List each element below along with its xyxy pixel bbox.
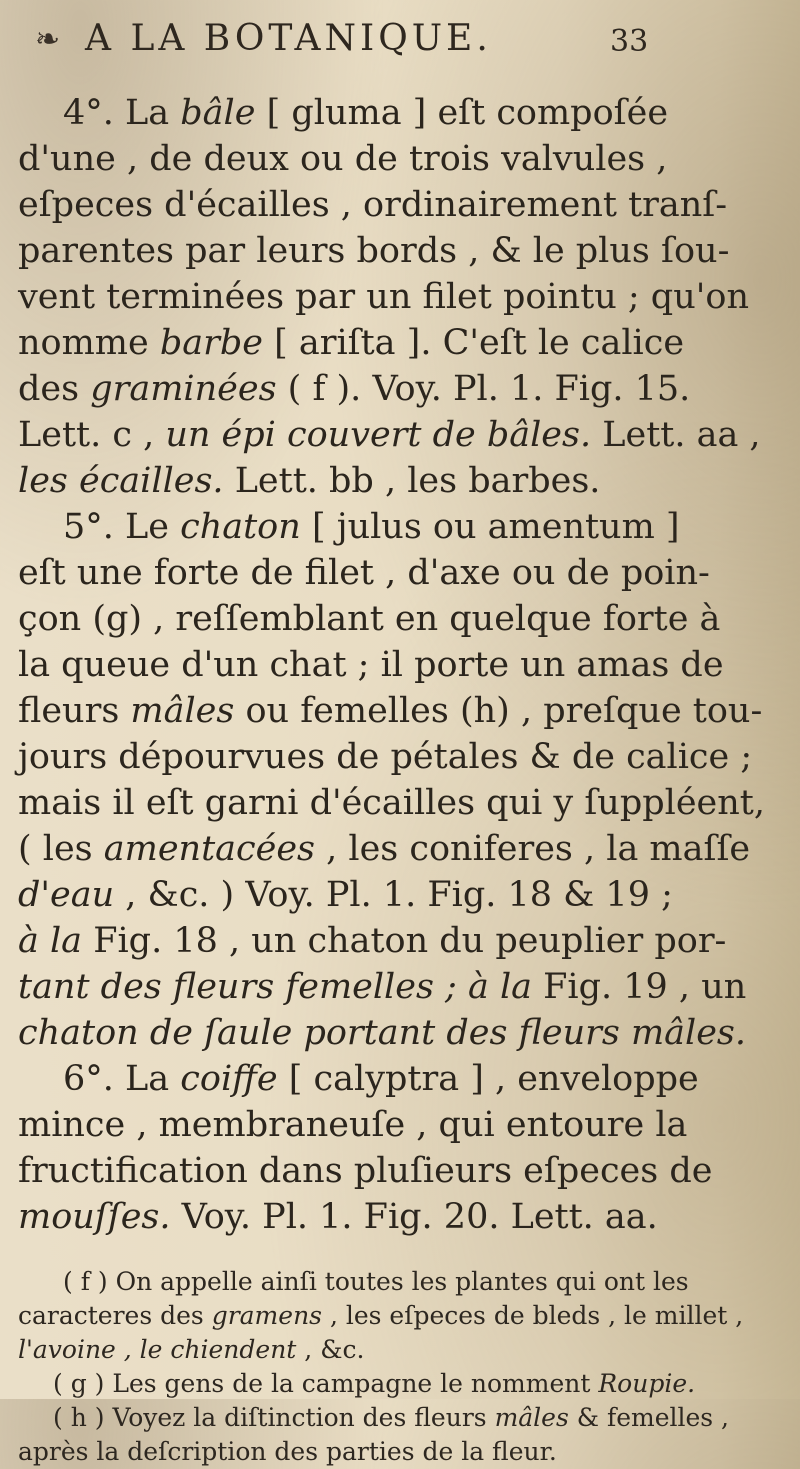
- text-line: çon (g) , reſſemblant en quelque forte à: [18, 599, 721, 639]
- text-line: 5°. Le chaton [ julus ou amentum ]: [63, 507, 680, 547]
- text-line: tant des fleurs femelles ; à la Fig. 19 , un: [18, 967, 747, 1007]
- text-line: vent terminées par un filet pointu ; qu'on: [18, 277, 749, 317]
- footnote-line: caracteres des gramens , les eſpeces de bleds , le millet ,: [18, 1301, 744, 1330]
- text-line: 6°. La coiffe [ calyptra ] , enveloppe: [63, 1059, 699, 1099]
- footnote-line: après la deſcription des parties de la fleur.: [18, 1437, 557, 1466]
- footnote-line: l'avoine , le chiendent , &c.: [18, 1335, 365, 1364]
- text-line: eſt une forte de filet , d'axe ou de poin-: [18, 553, 710, 593]
- running-header: [35, 8, 715, 70]
- text-line: mais il eſt garni d'écailles qui y ſuppléent,: [18, 783, 765, 823]
- text-line: fructification dans pluſieurs eſpeces de: [18, 1151, 713, 1191]
- text-line: jours dépourvues de pétales & de calice ;: [18, 737, 753, 777]
- text-line: mouſſes. Voy. Pl. 1. Fig. 20. Lett. aa.: [18, 1197, 658, 1237]
- text-line: nomme barbe [ ariſta ]. C'eſt le calice: [18, 323, 685, 363]
- fleuron-icon: ❧: [35, 22, 61, 57]
- text-line: fleurs mâles ou femelles (h) , preſque tou-: [18, 691, 763, 731]
- text-line: chaton de ſaule portant des fleurs mâles.: [18, 1013, 746, 1053]
- page-number: 33: [610, 24, 649, 59]
- text-line: d'eau , &c. ) Voy. Pl. 1. Fig. 18 & 19 ;: [18, 875, 673, 915]
- text-line: les écailles. Lett. bb , les barbes.: [18, 461, 601, 501]
- text-line: la queue d'un chat ; il porte un amas de: [18, 645, 724, 685]
- footnote-line: ( f ) On appelle ainſi toutes les plantes qui ont les: [63, 1267, 689, 1296]
- text-line: ( les amentacées , les coniferes , la maſſe: [18, 829, 751, 869]
- text-line: des graminées ( f ). Voy. Pl. 1. Fig. 15.: [18, 369, 691, 409]
- footnote-line: ( g ) Les gens de la campagne le nomment Roupie.: [53, 1369, 696, 1398]
- text-line: eſpeces d'écailles , ordinairement tranſ-: [18, 185, 728, 225]
- text-line: Lett. c , un épi couvert de bâles. Lett. aa ,: [18, 415, 761, 455]
- text-line: à la Fig. 18 , un chaton du peuplier por-: [18, 921, 727, 961]
- text-line: d'une , de deux ou de trois valvules ,: [18, 139, 668, 179]
- footnote-line: ( h ) Voyez la diſtinction des fleurs mâles & femelles ,: [53, 1403, 730, 1432]
- running-title: A LA BOTANIQUE.: [85, 18, 492, 59]
- text-line: parentes par leurs bords , & le plus ſou-: [18, 231, 730, 271]
- text-line: mince , membraneuſe , qui entoure la: [18, 1105, 688, 1145]
- text-line: 4°. La bâle [ gluma ] eſt compoſée: [63, 93, 669, 133]
